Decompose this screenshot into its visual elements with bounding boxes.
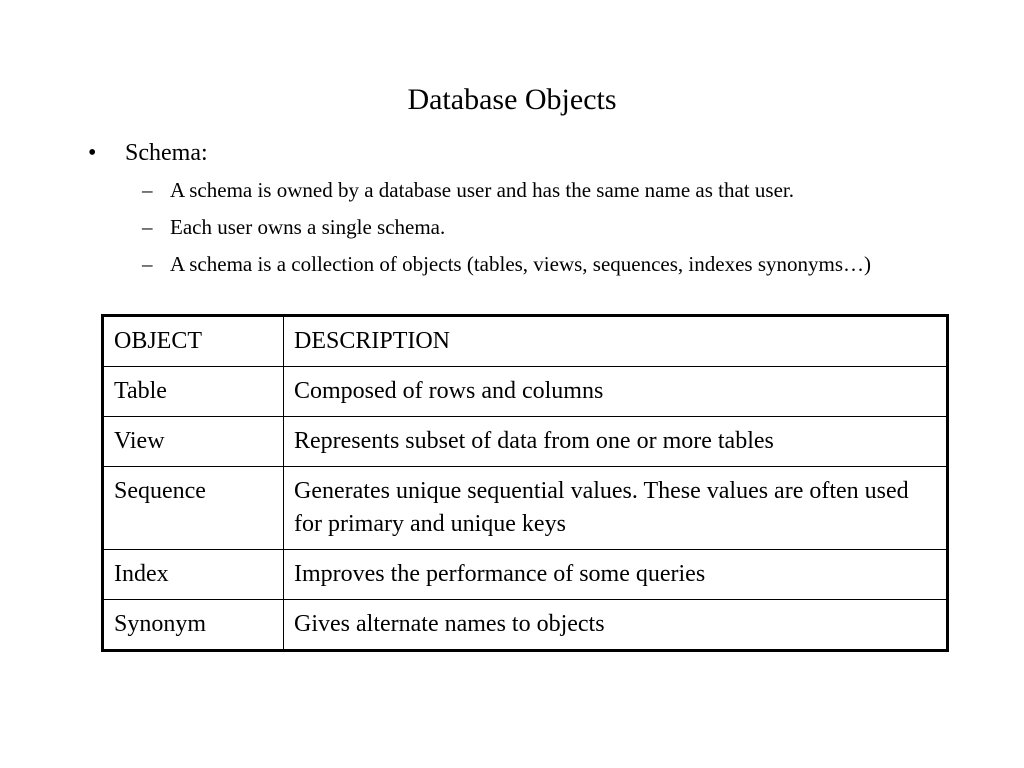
bullet-label: Schema: [125, 140, 208, 166]
slide-title: Database Objects [407, 83, 617, 116]
cell-object: Table [103, 367, 284, 417]
table-row [103, 600, 948, 651]
objects-table [101, 314, 949, 652]
table-row [103, 417, 948, 467]
cell-description: Improves the performance of some queries [284, 550, 948, 600]
dash-marker: – [142, 252, 153, 276]
table-row [103, 367, 948, 417]
sub-bullet-text: A schema is owned by a database user and has the same name as that user. [170, 178, 794, 202]
cell-object: View [103, 417, 284, 467]
cell-object: Synonym [103, 600, 284, 651]
sub-bullet-list [142, 176, 962, 287]
cell-description: Generates unique sequential values. These values are often used for primary and unique keys [284, 467, 948, 550]
sub-bullet-item [142, 213, 962, 242]
cell-object: Sequence [103, 467, 284, 550]
dash-marker: – [142, 215, 153, 239]
bullet-marker: • [88, 140, 97, 166]
header-object: OBJECT [103, 316, 284, 367]
header-description: DESCRIPTION [284, 316, 948, 367]
table-header-row [103, 316, 948, 367]
sub-bullet-item [142, 176, 962, 205]
sub-bullet-item [142, 250, 962, 279]
cell-description: Represents subset of data from one or more tables [284, 417, 948, 467]
sub-bullet-text: Each user owns a single schema. [170, 215, 446, 239]
table-row [103, 550, 948, 600]
cell-description: Gives alternate names to objects [284, 600, 948, 651]
cell-description: Composed of rows and columns [284, 367, 948, 417]
cell-object: Index [103, 550, 284, 600]
sub-bullet-text: A schema is a collection of objects (tables, views, sequences, indexes synonyms…) [170, 252, 871, 276]
dash-marker: – [142, 178, 153, 202]
table-row [103, 467, 948, 550]
